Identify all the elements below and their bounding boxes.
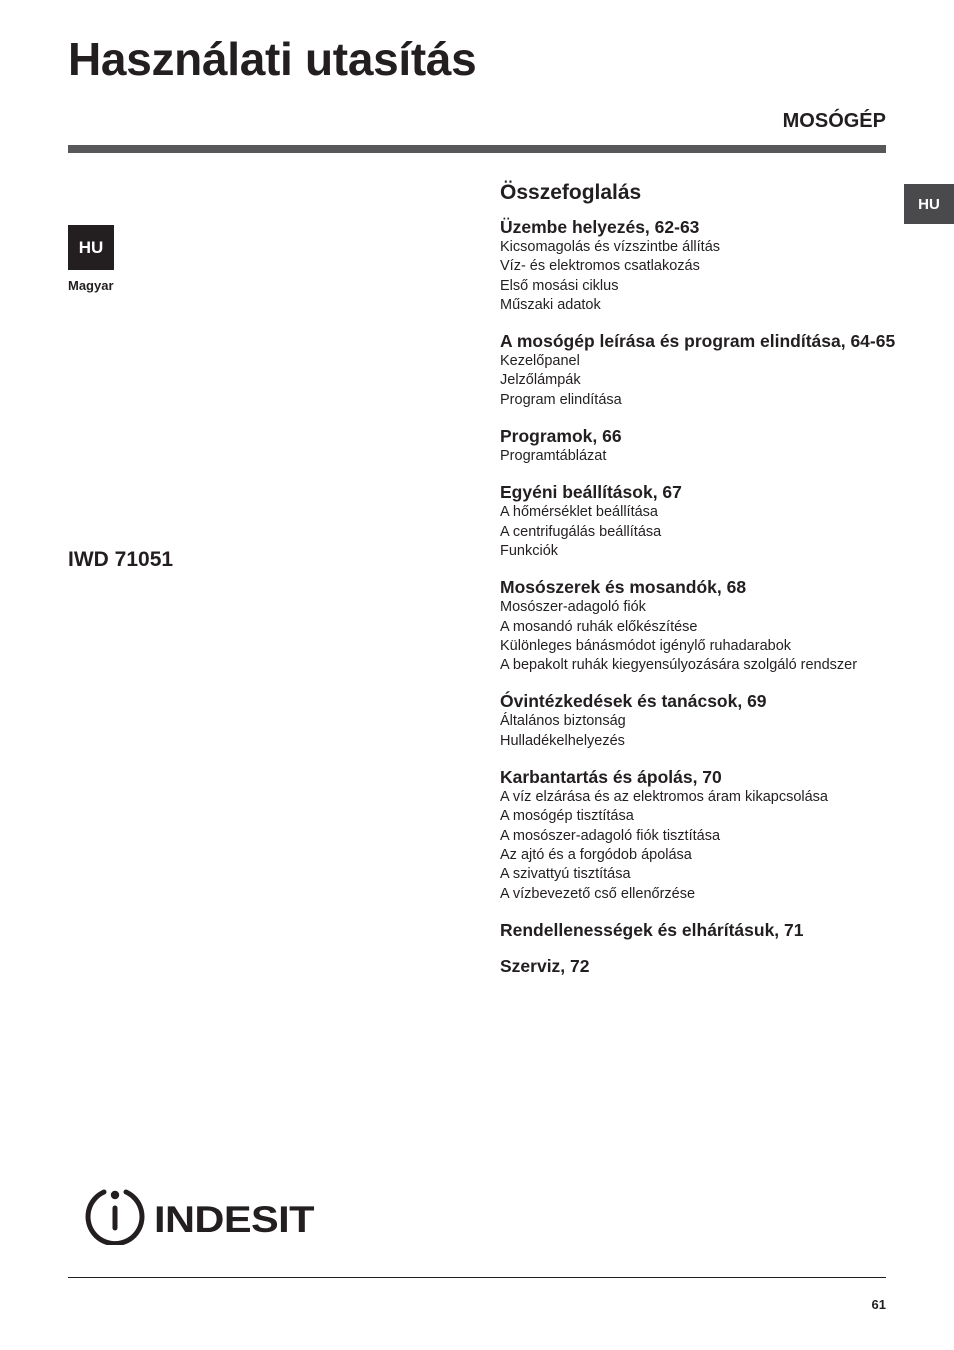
- toc-item: A víz elzárása és az elektromos áram kikapcsolása: [500, 789, 828, 806]
- toc-item: Műszaki adatok: [500, 296, 601, 313]
- toc-item: Kezelőpanel: [500, 353, 580, 370]
- toc-item: A centrifugálás beállítása: [500, 523, 662, 540]
- toc-section-heading: Karbantartás és ápolás, 70: [500, 767, 722, 788]
- toc-section: [500, 427, 900, 466]
- toc-section-heading: A mosógép leírása és program elindítása, 64-65: [500, 331, 896, 352]
- toc-item: Az ajtó és a forgódob ápolása: [500, 846, 692, 863]
- toc-section-heading: Szerviz, 72: [500, 955, 590, 976]
- toc-item: Program elindítása: [500, 391, 622, 408]
- toc-section-heading: Programok, 66: [500, 426, 622, 447]
- toc-section-heading: Üzembe helyezés, 62-63: [500, 217, 700, 237]
- toc-item: Programtáblázat: [500, 448, 607, 465]
- language-side-tab: HU: [904, 184, 954, 224]
- toc-item: A hőmérséklet beállítása: [500, 504, 658, 521]
- toc-item: A mosandó ruhák előkészítése: [500, 618, 698, 635]
- page-title: Használati utasítás: [68, 33, 477, 85]
- toc-item: Jelzőlámpák: [500, 372, 581, 389]
- indesit-logo: [84, 1183, 316, 1245]
- toc-section-heading: Egyéni beállítások, 67: [500, 482, 682, 503]
- page-number: 61: [871, 1297, 886, 1312]
- logo-dot: [111, 1191, 119, 1199]
- toc-section: [500, 332, 900, 410]
- toc-item: A szivattyú tisztítása: [500, 866, 631, 883]
- toc-item: A bepakolt ruhák kiegyensúlyozására szolgáló rendszer: [500, 657, 858, 674]
- logo-wordmark: INDESIT: [154, 1199, 315, 1240]
- toc-section: [500, 218, 900, 315]
- toc-item: Általános biztonság: [500, 713, 626, 730]
- toc-item: Funkciók: [500, 542, 559, 559]
- header-divider: [68, 145, 886, 153]
- language-name: Magyar: [68, 278, 114, 293]
- toc-section: [500, 957, 900, 976]
- toc-section-heading: Rendellenességek és elhárításuk, 71: [500, 919, 804, 940]
- document-subtitle: MOSÓGÉP: [782, 110, 886, 132]
- table-of-contents: [500, 180, 900, 993]
- toc-item: A mosószer-adagoló fiók tisztítása: [500, 827, 721, 844]
- toc-item: Hulladékelhelyezés: [500, 732, 625, 749]
- toc-section: [500, 692, 900, 751]
- footer-divider: [68, 1277, 886, 1278]
- toc-item: Víz- és elektromos csatlakozás: [500, 258, 700, 275]
- indesit-i-logo-icon: [88, 1192, 142, 1244]
- toc-section-heading: Óvintézkedések és tanácsok, 69: [500, 691, 767, 712]
- toc-section: [500, 578, 900, 675]
- toc-item: Első mosási ciklus: [500, 277, 619, 294]
- model-number: IWD 71051: [68, 548, 174, 571]
- toc-section-heading: Mosószerek és mosandók, 68: [500, 577, 747, 598]
- toc-title: Összefoglalás: [500, 181, 642, 204]
- toc-item: A vízbevezető cső ellenőrzése: [500, 885, 696, 902]
- toc-section: [500, 768, 900, 904]
- toc-item: Kicsomagolás és vízszintbe állítás: [500, 239, 721, 255]
- toc-item: Különleges bánásmódot igénylő ruhadarabok: [500, 637, 792, 654]
- language-code-badge: HU: [68, 225, 114, 270]
- toc-item: Mosószer-adagoló fiók: [500, 599, 646, 616]
- toc-item: A mosógép tisztítása: [500, 808, 634, 825]
- toc-section: [500, 921, 900, 940]
- toc-section: [500, 483, 900, 561]
